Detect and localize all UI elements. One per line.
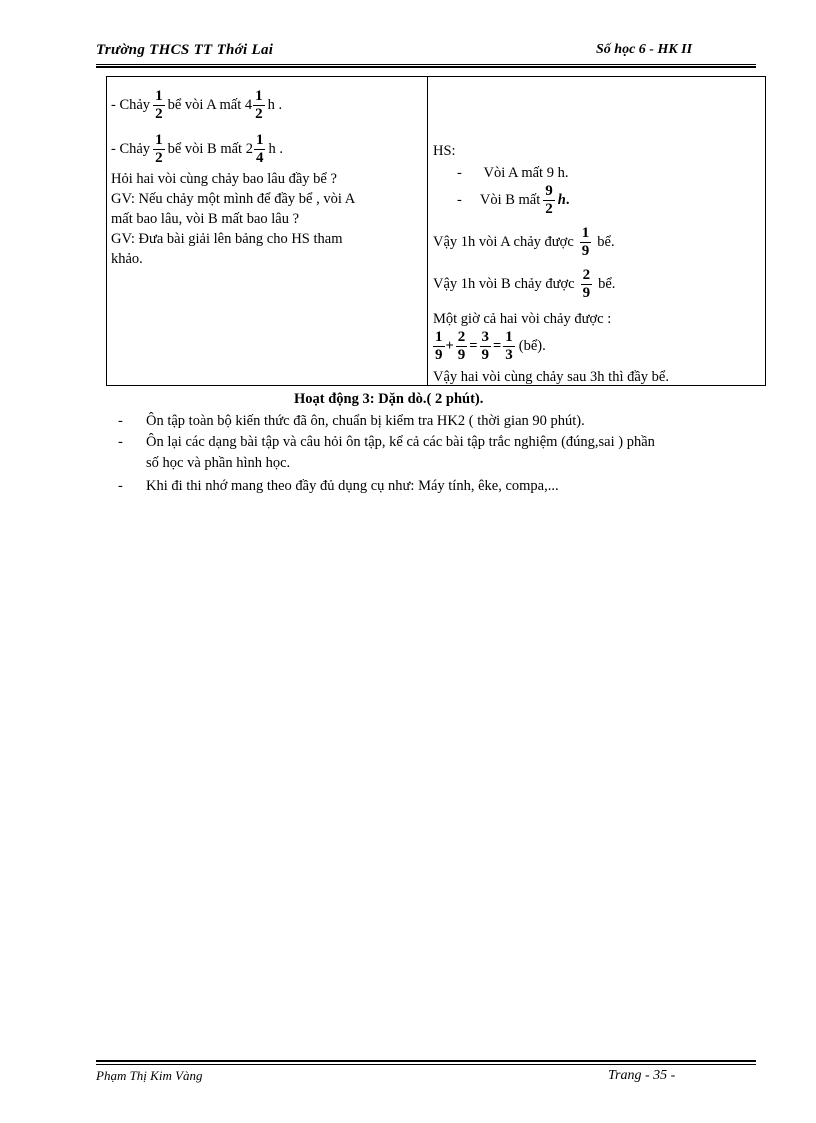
teacher-column [111,83,421,269]
rate-b-line: Vậy 1h vòi B chảy được $\frac{2}{9}$ bể. [433,267,616,301]
teacher-prompt-1: GV: Nếu chảy một mình để đầy bể , vòi A [111,191,356,207]
author-name: Phạm Thị Kim Vàng [96,1068,203,1083]
teacher-prompt-2: GV: Đưa bài giải lên bảng cho HS tham [111,231,343,247]
student-item-1: - Vòi A mất 9 h. [457,165,569,181]
page-number: Trang - 35 - [608,1068,676,1083]
rate-a-line: Vậy 1h vòi A chảy được $\frac{1}{9}$ bể. [433,225,615,259]
homework-list [118,411,768,497]
school-name: Trường THCS TT Thới Lai [96,42,274,58]
list-item-continuation: số học và phần hình học. [146,455,291,471]
fraction: $\frac{1}{3}$ [505,329,513,363]
fraction: $\frac{9}{2}$ [545,183,553,217]
teacher-prompt-1b: mất bao lâu, vòi B mất bao lâu ? [111,211,300,227]
fraction: $\frac{1}{2}$ [155,131,163,166]
footer-rule [96,1060,756,1065]
sum-equation: $\frac{1}{9}$ + $\frac{2}{9}$ = $\frac{3}{9}$ = $\frac{1}{3}$ (bể). [435,329,546,363]
list-item: - Ôn tập toàn bộ kiến thức đã ôn, chuẩn bị kiểm tra HK2 ( thời gian 90 phút). [118,413,585,429]
together-line: Một giờ cả hai vòi chảy được : [433,311,612,327]
fraction: $\frac{1}{9}$ [581,225,590,259]
activity-subtitle: Dặn dò.( 2 phút). [378,391,484,407]
fraction: $\frac{1}{9}$ [435,329,443,363]
fraction: $\frac{1}{2}$ [155,87,163,122]
subject-label: Số học 6 - HK II [596,42,693,57]
teacher-prompt-2b: khảo. [111,251,143,267]
list-item: - Khi đi thi nhớ mang theo đầy đủ dụng cụ như: Máy tính, êke, compa,... [118,478,559,494]
header-rule [96,64,756,68]
column-divider [427,77,428,385]
problem-question: Hỏi hai vòi cùng chảy bao lâu đầy bể ? [111,171,337,187]
student-item-2: - Vòi B mất $\frac{9}{2}$ h . [457,183,570,217]
fraction: $\frac{1}{4}$ [255,131,264,166]
list-item: - Ôn lại các dạng bài tập và câu hỏi ôn tập, kể cả các bài tập trắc nghiệm (đúng,sai ) phần [118,434,655,450]
problem-line-2: - Chảy $\frac{1}{2}$ bể vòi B mất 2 $\frac{1}{4}$ h . [111,131,283,166]
fraction: $\frac{1}{2}$ [255,87,263,122]
problem-line-1: - Chảy $\frac{1}{2}$ bể vòi A mất 4 $\frac{1}{2}$ h . [111,87,283,122]
fraction: $\frac{2}{9}$ [457,329,466,363]
page-header [96,40,756,64]
hs-label: HS: [433,143,456,159]
page-footer [96,1068,756,1090]
lesson-table [106,76,766,386]
conclusion-line: Vậy hai vòi cùng chảy sau 3h thì đầy bể. [433,369,669,385]
fraction: $\frac{2}{9}$ [582,267,591,301]
fraction: $\frac{3}{9}$ [481,329,490,363]
activity-title: Hoạt động 3: [294,391,375,407]
